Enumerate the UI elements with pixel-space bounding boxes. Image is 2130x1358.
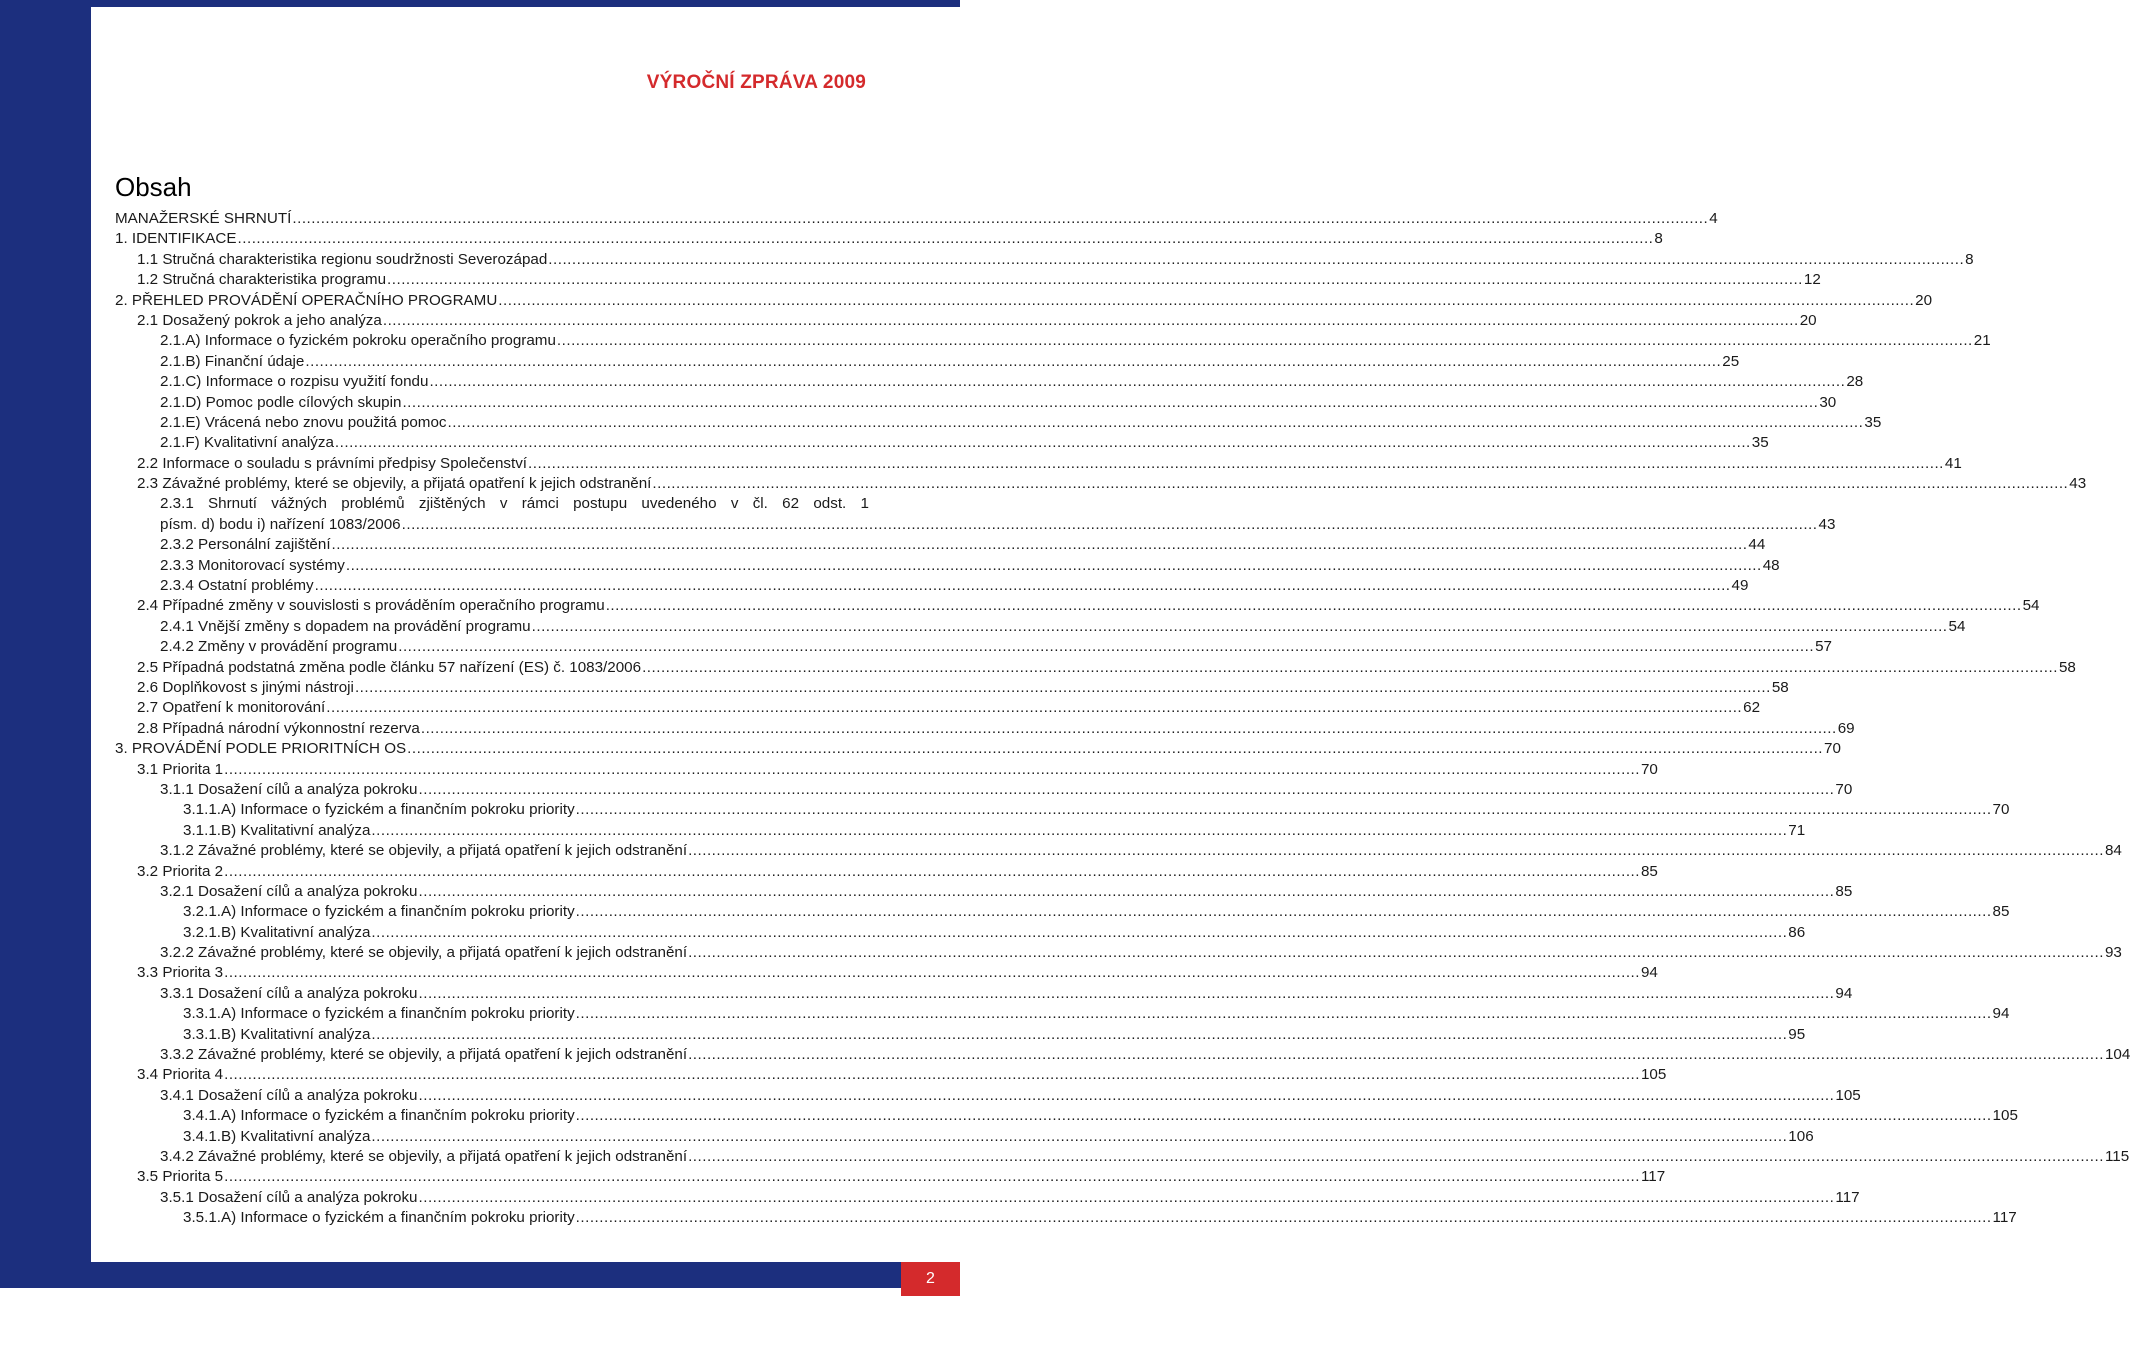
toc-dot-leader: ............................................................................................................................................................................................................................................................................................................: [575, 1107, 1992, 1125]
toc-entry-page: 21: [1973, 332, 1991, 350]
toc-dot-leader: ............................................................................................................................................................................................................................................................................................................: [575, 801, 1992, 819]
toc-dot-leader: ............................................................................................................................................................................................................................................................................................................: [401, 515, 1818, 533]
toc-entry[interactable]: [115, 494, 869, 514]
toc-entry[interactable]: [115, 535, 1766, 555]
toc-entry[interactable]: [115, 1086, 1861, 1106]
toc-entry[interactable]: [115, 1147, 2130, 1167]
toc-entry-label: 2.3.1 Shrnutí vážných problémů zjištěných v rámci postupu uvedeného v čl. 62 odst. 1: [160, 495, 869, 513]
toc-entry[interactable]: [115, 270, 1821, 290]
toc-entry-page: 58: [2058, 658, 2076, 676]
toc-dot-leader: ............................................................................................................................................................................................................................................................................................................: [331, 536, 1748, 554]
toc-entry-page: 20: [1915, 291, 1933, 309]
toc-entry[interactable]: [115, 515, 1836, 535]
toc-entry[interactable]: [115, 454, 1962, 474]
toc-entry-page: 95: [1788, 1025, 1806, 1043]
toc-dot-leader: ............................................................................................................................................................................................................................................................................................................: [224, 964, 1640, 982]
toc-entry-label: 3.2.2 Závažné problémy, které se objevily, a přijatá opatření k jejich odstranění: [160, 944, 688, 962]
toc-entry[interactable]: [115, 821, 1806, 841]
toc-entry-page: 8: [1654, 230, 1663, 248]
toc-entry-page: 43: [2069, 475, 2087, 493]
toc-dot-leader: ............................................................................................................................................................................................................................................................................................................: [407, 740, 1824, 758]
toc-dot-leader: ............................................................................................................................................................................................................................................................................................................: [418, 984, 1835, 1002]
toc-entry-label: 2.6 Doplňkovost s jinými nástroji: [137, 678, 354, 696]
table-of-contents: [115, 209, 2130, 1229]
report-title: VÝROČNÍ ZPRÁVA 2009: [646, 72, 866, 93]
toc-entry-label: 3.3.1.A) Informace o fyzickém a finančním pokroku priority: [183, 1005, 575, 1023]
toc-entry[interactable]: [115, 780, 1853, 800]
page-number: 2: [901, 1262, 960, 1296]
toc-dot-leader: ............................................................................................................................................................................................................................................................................................................: [371, 821, 1788, 839]
toc-dot-leader: ............................................................................................................................................................................................................................................................................................................: [224, 862, 1640, 880]
toc-dot-leader: ............................................................................................................................................................................................................................................................................................................: [292, 210, 1709, 227]
toc-entry-page: 69: [1837, 719, 1855, 737]
toc-entry[interactable]: [115, 1025, 1806, 1045]
toc-entry-label: 1.1 Stručná charakteristika regionu soudržnosti Severozápad: [137, 250, 548, 268]
toc-entry[interactable]: [115, 291, 1933, 311]
toc-entry-page: 57: [1815, 638, 1832, 656]
toc-entry-label: 1.2 Stručná charakteristika programu: [137, 271, 387, 289]
toc-entry[interactable]: [115, 576, 1749, 596]
toc-dot-leader: ............................................................................................................................................................................................................................................................................................................: [305, 352, 1722, 370]
toc-dot-leader: ............................................................................................................................................................................................................................................................................................................: [548, 250, 1965, 268]
toc-entry[interactable]: [115, 1208, 2017, 1228]
toc-dot-leader: ............................................................................................................................................................................................................................................................................................................: [420, 719, 1837, 737]
toc-entry-page: 49: [1731, 577, 1749, 595]
toc-entry[interactable]: [115, 841, 2122, 861]
toc-entry-page: 105: [1835, 1086, 1861, 1104]
toc-entry-page: 85: [1640, 862, 1658, 880]
toc-heading: Obsah: [115, 172, 192, 202]
toc-entry-page: 70: [1824, 740, 1841, 758]
toc-entry-label: 2.1 Dosažený pokrok a jeho analýza: [137, 311, 382, 329]
toc-entry-label: 2.1.C) Informace o rozpisu využití fondu: [160, 373, 429, 391]
top-decorative-bar: [91, 0, 960, 7]
toc-entry-label: 3.4.1.A) Informace o fyzickém a finančním pokroku priority: [183, 1107, 575, 1125]
toc-entry-label: 3.3.1 Dosažení cílů a analýza pokroku: [160, 984, 418, 1002]
toc-dot-leader: ............................................................................................................................................................................................................................................................................................................: [605, 597, 2022, 615]
toc-dot-leader: ............................................................................................................................................................................................................................................................................................................: [387, 271, 1803, 289]
toc-dot-leader: ............................................................................................................................................................................................................................................................................................................: [447, 413, 1864, 431]
toc-dot-leader: ............................................................................................................................................................................................................................................................................................................: [642, 658, 2058, 676]
toc-dot-leader: ............................................................................................................................................................................................................................................................................................................: [652, 475, 2069, 493]
toc-entry[interactable]: [115, 311, 1817, 331]
toc-entry-label: 3.1.1.B) Kvalitativní analýza: [183, 821, 371, 839]
toc-dot-leader: ............................................................................................................................................................................................................................................................................................................: [429, 373, 1846, 391]
toc-entry[interactable]: [115, 882, 1853, 902]
toc-entry[interactable]: [115, 678, 1789, 698]
toc-entry-page: 54: [1948, 617, 1966, 635]
toc-entry-label: 3.4.1.B) Kvalitativní analýza: [183, 1127, 371, 1145]
toc-entry-label: 3.2 Priorita 2: [137, 862, 224, 880]
toc-entry-label: 3.4.2 Závažné problémy, které se objevily, a přijatá opatření k jejich odstranění: [160, 1147, 688, 1165]
toc-entry-page: 115: [2104, 1147, 2130, 1165]
toc-entry-page: 104: [2104, 1046, 2130, 1064]
toc-dot-leader: ............................................................................................................................................................................................................................................................................................................: [326, 699, 1743, 717]
toc-entry[interactable]: [115, 698, 1761, 718]
toc-entry[interactable]: [115, 862, 1658, 882]
toc-entry[interactable]: [115, 1004, 2010, 1024]
toc-entry-page: 71: [1788, 821, 1806, 839]
toc-entry[interactable]: [115, 596, 2040, 616]
toc-entry[interactable]: [115, 556, 1780, 576]
toc-entry-label: 2.3 Závažné problémy, které se objevily, a přijatá opatření k jejich odstranění: [137, 475, 652, 493]
toc-entry-page: 58: [1771, 678, 1789, 696]
toc-entry[interactable]: [115, 393, 1837, 413]
toc-dot-leader: ............................................................................................................................................................................................................................................................................................................: [498, 291, 1915, 309]
toc-dot-leader: ............................................................................................................................................................................................................................................................................................................: [354, 678, 1771, 696]
toc-entry-label: 2.8 Případná národní výkonnostní rezerva: [137, 719, 420, 737]
toc-dot-leader: ............................................................................................................................................................................................................................................................................................................: [528, 454, 1944, 472]
toc-entry-label: 3.2.1 Dosažení cílů a analýza pokroku: [160, 882, 418, 900]
toc-dot-leader: ............................................................................................................................................................................................................................................................................................................: [556, 332, 1973, 350]
toc-entry-page: 12: [1803, 271, 1821, 289]
toc-dot-leader: ............................................................................................................................................................................................................................................................................................................: [371, 1025, 1788, 1043]
toc-entry-label: 1. IDENTIFIKACE: [115, 230, 237, 248]
toc-dot-leader: ............................................................................................................................................................................................................................................................................................................: [575, 1005, 1992, 1023]
toc-entry-page: 85: [1835, 882, 1853, 900]
toc-dot-leader: ............................................................................................................................................................................................................................................................................................................: [334, 434, 1751, 452]
toc-entry-label: 3.3.1.B) Kvalitativní analýza: [183, 1025, 371, 1043]
footer-bar: [0, 1262, 960, 1288]
toc-entry-label: 3.5 Priorita 5: [137, 1168, 224, 1186]
toc-entry-page: 48: [1762, 556, 1780, 574]
toc-entry[interactable]: [115, 1065, 1667, 1085]
toc-entry-label: 2.5 Případná podstatná změna podle článku 57 nařízení (ES) č. 1083/2006: [137, 658, 642, 676]
toc-entry-label: 3.4.1 Dosažení cílů a analýza pokroku: [160, 1086, 418, 1104]
toc-entry-label: 2.1.D) Pomoc podle cílových skupin: [160, 393, 402, 411]
toc-entry[interactable]: [115, 658, 2076, 678]
toc-entry[interactable]: [115, 617, 1966, 637]
toc-entry-label: 2. PŘEHLED PROVÁDĚNÍ OPERAČNÍHO PROGRAMU: [115, 291, 498, 309]
toc-entry[interactable]: [115, 902, 2010, 922]
toc-entry-page: 54: [2022, 597, 2040, 615]
toc-entry-page: 4: [1709, 210, 1718, 227]
toc-entry-page: 105: [1640, 1066, 1667, 1084]
toc-entry[interactable]: [115, 719, 1855, 739]
toc-entry-page: 70: [1835, 780, 1853, 798]
left-decorative-band: [0, 0, 91, 1262]
toc-entry-page: 117: [1835, 1188, 1860, 1206]
toc-dot-leader: ............................................................................................................................................................................................................................................................................................................: [371, 1127, 1788, 1145]
toc-entry-label: 3.3 Priorita 3: [137, 964, 224, 982]
toc-entry[interactable]: [115, 984, 1853, 1004]
toc-entry[interactable]: [115, 637, 1832, 657]
toc-entry-page: 35: [1864, 413, 1882, 431]
toc-dot-leader: ............................................................................................................................................................................................................................................................................................................: [688, 1046, 2104, 1064]
toc-entry[interactable]: [115, 209, 1718, 229]
toc-entry-label: 3.2.1.B) Kvalitativní analýza: [183, 923, 371, 941]
toc-entry[interactable]: [115, 943, 2122, 963]
toc-entry-page: 70: [1992, 801, 2010, 819]
toc-entry-page: 43: [1818, 515, 1836, 533]
toc-dot-leader: ............................................................................................................................................................................................................................................................................................................: [382, 311, 1799, 329]
toc-entry-label: 3.3.2 Závažné problémy, které se objevily, a přijatá opatření k jejich odstranění: [160, 1046, 688, 1064]
toc-entry-label: 2.1.A) Informace o fyzickém pokroku operačního programu: [160, 332, 556, 350]
toc-dot-leader: ............................................................................................................................................................................................................................................................................................................: [688, 842, 2104, 860]
toc-dot-leader: ............................................................................................................................................................................................................................................................................................................: [345, 556, 1762, 574]
toc-entry-label: 3.5.1.A) Informace o fyzickém a finančním pokroku priority: [183, 1209, 575, 1227]
toc-dot-leader: ............................................................................................................................................................................................................................................................................................................: [418, 1086, 1835, 1104]
toc-dot-leader: ............................................................................................................................................................................................................................................................................................................: [531, 617, 1948, 635]
toc-entry-label: 2.4 Případné změny v souvislosti s prováděním operačního programu: [137, 597, 605, 615]
toc-dot-leader: ............................................................................................................................................................................................................................................................................................................: [224, 1066, 1640, 1084]
toc-entry-page: 105: [1992, 1107, 2018, 1125]
toc-entry[interactable]: [115, 433, 1769, 453]
toc-entry-label: 2.1.F) Kvalitativní analýza: [160, 434, 334, 452]
toc-entry-page: 85: [1992, 903, 2010, 921]
toc-entry-label: 3.4 Priorita 4: [137, 1066, 224, 1084]
toc-dot-leader: ............................................................................................................................................................................................................................................................................................................: [224, 760, 1640, 778]
toc-entry-page: 41: [1944, 454, 1962, 472]
toc-entry-label: 2.4.1 Vnější změny s dopadem na provádění programu: [160, 617, 531, 635]
toc-entry[interactable]: [115, 1045, 2130, 1065]
toc-entry-page: 62: [1743, 699, 1761, 717]
toc-entry-page: 117: [1992, 1209, 2017, 1227]
toc-entry[interactable]: [115, 474, 2087, 494]
toc-entry-page: 44: [1748, 536, 1766, 554]
toc-dot-leader: ............................................................................................................................................................................................................................................................................................................: [418, 780, 1835, 798]
toc-dot-leader: ............................................................................................................................................................................................................................................................................................................: [371, 923, 1788, 941]
toc-dot-leader: ............................................................................................................................................................................................................................................................................................................: [402, 393, 1819, 411]
toc-dot-leader: ............................................................................................................................................................................................................................................................................................................: [418, 1188, 1835, 1206]
toc-entry[interactable]: [115, 1127, 1814, 1147]
toc-entry[interactable]: [115, 250, 1974, 270]
toc-entry[interactable]: [115, 1106, 2018, 1126]
toc-entry-page: 94: [1992, 1005, 2010, 1023]
toc-entry[interactable]: [115, 739, 1841, 759]
toc-entry-page: 117: [1640, 1168, 1666, 1186]
toc-entry-label: 2.3.4 Ostatní problémy: [160, 577, 314, 595]
toc-entry-label: 2.1.E) Vrácená nebo znovu použitá pomoc: [160, 413, 447, 431]
toc-entry-label: 3. PROVÁDĚNÍ PODLE PRIORITNÍCH OS: [115, 740, 407, 758]
toc-dot-leader: ............................................................................................................................................................................................................................................................................................................: [688, 944, 2104, 962]
toc-entry-page: 8: [1965, 250, 1974, 268]
toc-entry-label: 2.1.B) Finanční údaje: [160, 352, 305, 370]
toc-entry-page: 70: [1640, 760, 1658, 778]
toc-entry-page: 93: [2104, 944, 2122, 962]
toc-entry-page: 20: [1799, 311, 1817, 329]
toc-entry-label: 2.3.3 Monitorovací systémy: [160, 556, 345, 574]
toc-entry[interactable]: [115, 229, 1663, 249]
toc-entry-label: MANAŽERSKÉ SHRNUTÍ: [115, 210, 292, 227]
toc-entry[interactable]: [115, 923, 1806, 943]
toc-entry[interactable]: [115, 800, 2010, 820]
toc-dot-leader: ............................................................................................................................................................................................................................................................................................................: [224, 1168, 1640, 1186]
toc-entry[interactable]: [115, 352, 1740, 372]
toc-entry[interactable]: [115, 1167, 1666, 1187]
toc-entry-page: 84: [2104, 842, 2122, 860]
toc-entry-page: 86: [1788, 923, 1806, 941]
toc-dot-leader: ............................................................................................................................................................................................................................................................................................................: [688, 1147, 2104, 1165]
toc-entry[interactable]: [115, 413, 1882, 433]
toc-entry-page: 106: [1788, 1127, 1814, 1145]
toc-entry-label: 3.1.1.A) Informace o fyzickém a finančním pokroku priority: [183, 801, 575, 819]
toc-entry-label: 2.3.2 Personální zajištění: [160, 536, 331, 554]
toc-entry[interactable]: [115, 963, 1658, 983]
toc-entry-label: 3.1.1 Dosažení cílů a analýza pokroku: [160, 780, 418, 798]
toc-dot-leader: ............................................................................................................................................................................................................................................................................................................: [237, 230, 1654, 248]
toc-entry-label: 3.1.2 Závažné problémy, které se objevily, a přijatá opatření k jejich odstranění: [160, 842, 688, 860]
toc-entry-page: 35: [1751, 434, 1769, 452]
toc-entry[interactable]: [115, 760, 1658, 780]
toc-entry-page: 25: [1722, 352, 1740, 370]
toc-entry-label: 2.2 Informace o souladu s právními předpisy Společenství: [137, 454, 528, 472]
toc-entry-label: písm. d) bodu i) nařízení 1083/2006: [160, 515, 401, 533]
toc-dot-leader: ............................................................................................................................................................................................................................................................................................................: [398, 638, 1815, 656]
toc-entry-label: 3.1 Priorita 1: [137, 760, 224, 778]
toc-entry-label: 3.2.1.A) Informace o fyzickém a finančním pokroku priority: [183, 903, 575, 921]
toc-entry-label: 2.7 Opatření k monitorování: [137, 699, 326, 717]
toc-entry-label: 2.4.2 Změny v provádění programu: [160, 638, 398, 656]
toc-entry-page: 94: [1640, 964, 1658, 982]
toc-dot-leader: ............................................................................................................................................................................................................................................................................................................: [575, 1209, 1992, 1227]
toc-entry[interactable]: [115, 331, 1991, 351]
toc-dot-leader: ............................................................................................................................................................................................................................................................................................................: [575, 903, 1992, 921]
toc-dot-leader: ............................................................................................................................................................................................................................................................................................................: [314, 577, 1731, 595]
toc-entry-page: 94: [1835, 984, 1853, 1002]
toc-entry-page: 28: [1846, 373, 1864, 391]
toc-entry-page: 30: [1819, 393, 1837, 411]
toc-entry-label: 3.5.1 Dosažení cílů a analýza pokroku: [160, 1188, 418, 1206]
toc-entry[interactable]: [115, 372, 1864, 392]
toc-dot-leader: ............................................................................................................................................................................................................................................................................................................: [418, 882, 1835, 900]
toc-entry[interactable]: [115, 1188, 1860, 1208]
